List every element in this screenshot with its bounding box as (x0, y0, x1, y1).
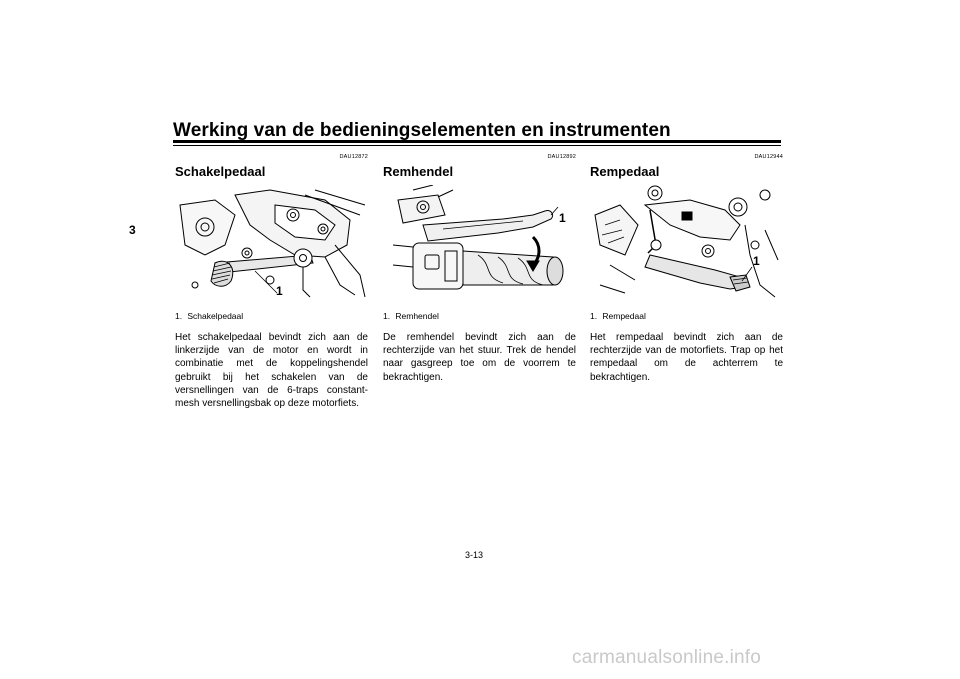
section-body: Het rempedaal bevindt zich aan de rechterzijde van de motorfiets. Trap op het rempedaal om de achterrem te bekrachtigen. (590, 332, 783, 383)
section-brake-lever (383, 154, 576, 384)
figure-caption (383, 311, 576, 325)
section-code: DAU12944 (754, 154, 783, 160)
caption-number: 1. (383, 311, 391, 321)
callout-number: 1 (276, 284, 283, 298)
section-brake-pedal (590, 154, 783, 384)
brake-lever-illustration (383, 185, 576, 300)
section-body: De remhendel bevindt zich aan de rechterzijde van het stuur. Trek de hendel naar gasgreep toe om de voorrem te bekrachtigen. (383, 332, 576, 383)
header-rule (173, 140, 781, 143)
caption-label: Remhendel (395, 311, 439, 321)
page-header-title: Werking van de bedieningselementen en instrumenten (173, 120, 671, 141)
section-shift-pedal (175, 154, 368, 410)
section-title: Remhendel (383, 164, 454, 179)
caption-label: Schakelpedaal (187, 311, 244, 321)
watermark-text[interactable]: carmanualsonline.info (572, 647, 762, 668)
caption-number: 1. (590, 311, 598, 321)
caption-number: 1. (175, 311, 183, 321)
brake-pedal-illustration (590, 185, 783, 300)
section-code: DAU12892 (547, 154, 576, 160)
chapter-tab: 3 (129, 223, 136, 237)
callout-number: 1 (753, 254, 760, 268)
page-number: 3-13 (465, 550, 484, 560)
header-rule-thin (173, 145, 781, 146)
shift-pedal-illustration (175, 185, 368, 300)
figure-caption (590, 311, 783, 325)
figure-caption (175, 311, 368, 325)
section-title: Schakelpedaal (175, 164, 266, 179)
section-body: Het schakelpedaal bevindt zich aan de linkerzijde van de motor en wordt in combinatie met de koppelingshendel gebruikt bij het schakelen van de versnellingen van de 6-traps constant-mesh versnellingsbak op deze motorfiets. (175, 332, 368, 410)
callout-number: 1 (559, 211, 566, 225)
section-code: DAU12872 (339, 154, 368, 160)
section-title: Rempedaal (590, 164, 660, 179)
caption-label: Rempedaal (602, 311, 646, 321)
